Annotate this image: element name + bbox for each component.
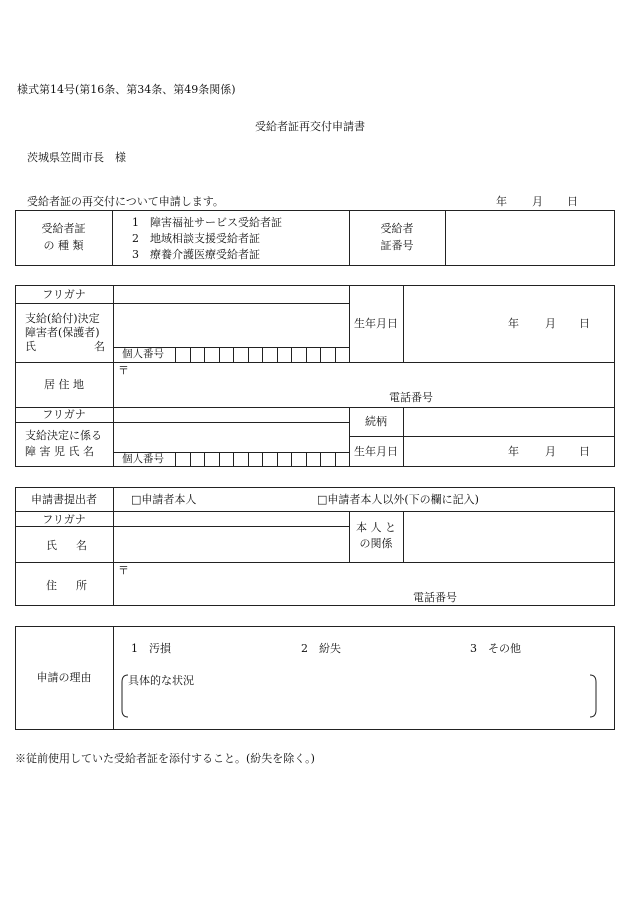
type-option-1[interactable]: 1 障害福祉サービス受給者証 [132,216,282,229]
box [306,452,307,467]
box [277,347,278,362]
type-label-1: 受給者証 [41,222,86,235]
box [233,347,234,362]
box [204,452,205,467]
address-label: 居 住 地 [44,378,84,391]
cert-number-label-2: 証番号 [380,239,414,252]
type-label-2: の 種 類 [43,239,84,252]
reason-option-2[interactable]: 2 紛失 [301,642,341,655]
intro-text: 受給者証の再交付について申請します。 [27,195,224,208]
submitter-address-label-a: 住 [46,579,57,592]
birth-label: 生年月日 [354,317,398,330]
divider [349,210,350,266]
birth-day: 日 [579,317,590,330]
submitter-address-field[interactable] [114,563,614,605]
child-birth-day: 日 [579,445,590,458]
address-field[interactable] [114,363,614,407]
divider [112,210,113,266]
submitter-furigana-field[interactable] [114,512,349,526]
child-personal-number-label: 個人番号 [122,453,164,465]
addressee: 茨城県笠間市長 様 [27,151,126,164]
child-name-field[interactable] [114,423,349,452]
box [190,347,191,362]
date-day: 日 [567,195,578,208]
birth-month: 月 [545,317,556,330]
furigana-field[interactable] [114,286,349,303]
phone-label: 電話番号 [389,391,433,404]
footer-note: ※従前使用していた受給者証を添付すること。(紛失を除く。) [15,752,315,765]
relation-label-2: の関係 [359,537,393,550]
submitter-phone-label: 電話番号 [413,591,457,604]
child-label-1: 支給決定に係る [25,429,102,442]
box [262,347,263,362]
birth-year: 年 [508,317,519,330]
applicant-name-field[interactable] [114,304,349,347]
divider [403,285,404,362]
box [233,452,234,467]
submitter-furigana-label: フリガナ [42,513,86,526]
personal-number-boxes[interactable] [175,347,349,362]
box [320,347,321,362]
box [190,452,191,467]
submitter-label: 申請書提出者 [31,493,97,506]
relation-label-1: 本 人 と [356,521,396,534]
type-option-3[interactable]: 3 療養介護医療受給者証 [132,248,260,261]
box [291,452,292,467]
applicant-label-3a: 氏 [25,340,36,353]
applicant-label-2: 障害者(保護者) [25,326,100,339]
submitter-other-checkbox[interactable]: □申請者本人以外(下の欄に記入) [317,493,479,506]
divider [113,626,114,730]
child-label-2: 障 害 児 氏 名 [25,445,94,458]
form-number: 様式第14号(第16条、第34条、第49条関係) [17,83,236,96]
type-option-2[interactable]: 2 地域相談支援受給者証 [132,232,260,245]
divider [349,511,350,562]
submitter-name-label-b: 名 [76,539,87,552]
box [335,452,336,467]
submitter-relation-field[interactable] [404,512,614,562]
submitter-name-field[interactable] [114,527,349,562]
box [306,347,307,362]
box [291,347,292,362]
postal-mark: 〒 [118,364,129,377]
furigana-label: フリガナ [42,288,86,301]
submitter-name-label-a: 氏 [46,539,57,552]
reason-option-1[interactable]: 1 汚損 [131,642,171,655]
cert-number-field[interactable] [446,211,614,265]
box [262,452,263,467]
personal-number-label: 個人番号 [122,348,164,360]
date-month: 月 [532,195,543,208]
child-birth-year: 年 [508,445,519,458]
box [335,347,336,362]
reason-option-3[interactable]: 3 その他 [470,642,521,655]
box [219,452,220,467]
box [219,347,220,362]
box [248,347,249,362]
box [204,347,205,362]
relation-field[interactable] [404,408,614,436]
divider [349,436,615,437]
date-year: 年 [496,195,507,208]
child-birth-month: 月 [545,445,556,458]
child-personal-number-boxes[interactable] [175,452,349,467]
submitter-self-checkbox[interactable]: □申請者本人 [131,493,197,506]
page-title: 受給者証再交付申請書 [255,120,365,133]
box [248,452,249,467]
box [277,452,278,467]
relation-label: 続柄 [365,415,387,428]
furigana-label-2: フリガナ [42,408,86,421]
applicant-label-1: 支給(給付)決定 [25,312,100,325]
cert-number-label-1: 受給者 [380,222,414,235]
submitter-postal-mark: 〒 [118,564,129,577]
detail-label: 具体的な状況 [128,674,194,687]
bracket-right [590,675,596,717]
reason-label: 申請の理由 [36,671,92,684]
applicant-label-3b: 名 [94,340,105,353]
box [320,452,321,467]
submitter-address-label-b: 所 [76,579,87,592]
child-birth-label: 生年月日 [354,445,398,458]
